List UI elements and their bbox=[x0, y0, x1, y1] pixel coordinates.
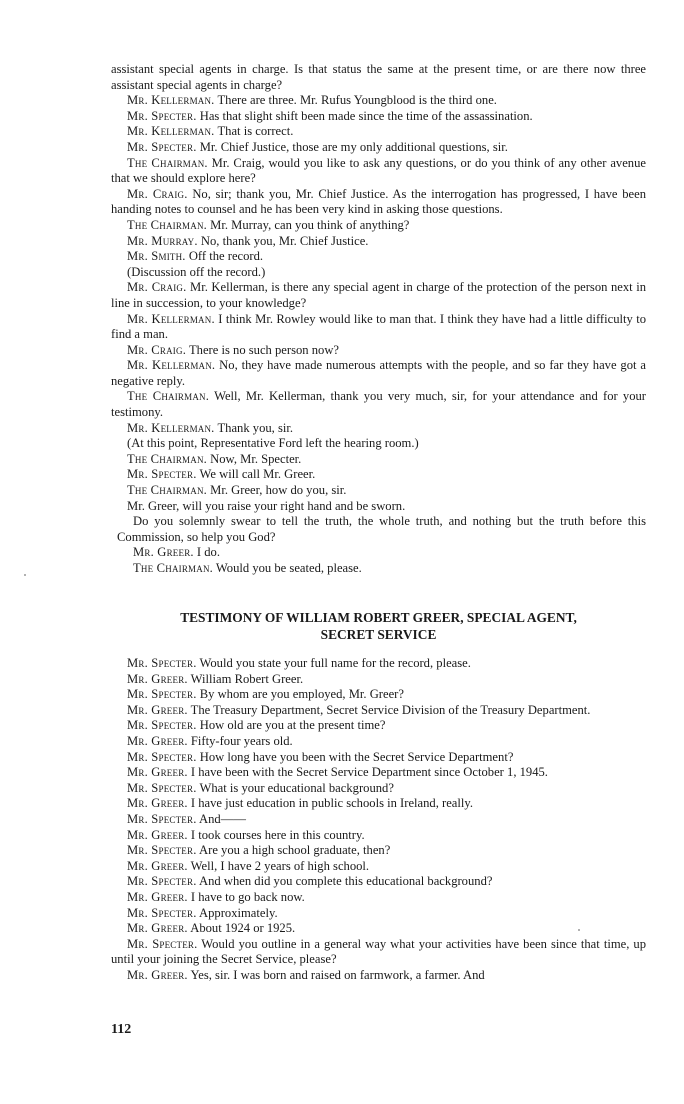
paragraph-text: I took courses here in this country. bbox=[190, 827, 365, 842]
paragraph-text: I think Mr. Rowley would like to man that. I think they have had a little difficulty to find a man. bbox=[111, 311, 646, 342]
paragraph-text: No, thank you, Mr. Chief Justice. bbox=[200, 233, 369, 248]
speaker-name: Mr. Specter. bbox=[127, 467, 197, 482]
paragraph-text: Do you solemnly swear to tell the truth, the whole truth, and nothing but the truth before this Commission, so help you God? bbox=[117, 514, 646, 544]
testimony-paragraph bbox=[111, 937, 646, 968]
speaker-name: Mr. Greer. bbox=[127, 967, 188, 982]
testimony-paragraph bbox=[111, 358, 646, 389]
paragraph-text: About 1924 or 1925. bbox=[190, 921, 296, 936]
paragraph-text: (Discussion off the record.) bbox=[127, 264, 266, 279]
paragraph-text: Mr. Kellerman, is there any special agent in charge of the protection of the person next in line in succession, to your knowledge? bbox=[111, 280, 646, 310]
testimony-paragraph bbox=[111, 890, 646, 906]
testimony-paragraph bbox=[111, 703, 646, 719]
paragraph-text: Mr. Greer, will you raise your right hand and be sworn. bbox=[127, 498, 406, 513]
testimony-paragraph bbox=[111, 249, 646, 265]
testimony-paragraph bbox=[111, 734, 646, 750]
speaker-name: Mr. Greer. bbox=[127, 889, 188, 904]
paragraph-text: Yes, sir. I was born and raised on farmwork, a farmer. And bbox=[190, 967, 485, 982]
paragraph-text: And—— bbox=[199, 811, 246, 826]
paragraph-text: Approximately. bbox=[199, 905, 278, 920]
paragraph-text: No, sir; thank you, Mr. Chief Justice. As the interrogation has progressed, I have been handing notes to counsel and he has been very kind in asking those questions. bbox=[111, 186, 646, 217]
paragraph-text: Well, Mr. Kellerman, thank you very much, sir, for your attendance and for your testimony. bbox=[111, 389, 647, 420]
paragraph-text: Thank you, sir. bbox=[217, 420, 294, 435]
testimony-paragraph bbox=[111, 280, 646, 311]
speaker-name: Mr. Greer. bbox=[127, 796, 188, 811]
speaker-name: Mr. Specter. bbox=[127, 936, 198, 951]
paragraph-text: William Robert Greer. bbox=[190, 671, 304, 686]
testimony-heading bbox=[111, 610, 646, 643]
speaker-name: Mr. Kellerman. bbox=[127, 311, 215, 326]
testimony-paragraph bbox=[111, 796, 646, 812]
testimony-paragraph bbox=[111, 906, 646, 922]
paragraph-text: Mr. Chief Justice, those are my only additional questions, sir. bbox=[199, 139, 508, 154]
paragraph-text: Has that slight shift been made since the time of the assassination. bbox=[199, 108, 533, 123]
paragraph-text: (At this point, Representative Ford left the hearing room.) bbox=[127, 436, 419, 451]
paragraph-text: Now, Mr. Specter. bbox=[210, 451, 302, 466]
speaker-name: Mr. Greer. bbox=[127, 921, 188, 936]
testimony-section-greer bbox=[111, 656, 646, 983]
testimony-paragraph bbox=[111, 921, 646, 937]
speaker-name: Mr. Specter. bbox=[127, 905, 197, 920]
paragraph-text: And when did you complete this educational background? bbox=[199, 874, 493, 889]
paragraph-text: How old are you at the present time? bbox=[199, 718, 386, 733]
speaker-name: Mr. Greer. bbox=[127, 702, 188, 717]
testimony-paragraph bbox=[111, 687, 646, 703]
speaker-name: Mr. Greer. bbox=[127, 858, 188, 873]
paragraph-text: No, they have made numerous attempts with the people, and so far they have got a negative reply. bbox=[111, 358, 646, 388]
speaker-name: Mr. Kellerman. bbox=[127, 93, 215, 108]
testimony-paragraph bbox=[111, 421, 646, 437]
speaker-name: The Chairman. bbox=[127, 155, 208, 170]
speaker-name: The Chairman. bbox=[127, 389, 210, 404]
paragraph-text: Off the record. bbox=[188, 249, 264, 264]
paragraph-text: I have been with the Secret Service Department since October 1, 1945. bbox=[190, 765, 548, 780]
speaker-name: Mr. Greer. bbox=[127, 765, 188, 780]
testimony-paragraph bbox=[111, 187, 646, 218]
paragraph-text: We will call Mr. Greer. bbox=[199, 467, 316, 482]
testimony-paragraph bbox=[111, 436, 646, 452]
speaker-name: Mr. Specter. bbox=[127, 139, 197, 154]
speaker-name: Mr. Craig. bbox=[127, 186, 188, 201]
paragraph-text: There is no such person now? bbox=[188, 342, 340, 357]
paragraph-text: Mr. Craig, would you like to ask any questions, or do you think of any other avenue that we should explore here? bbox=[111, 155, 646, 186]
paragraph-text: That is correct. bbox=[217, 124, 294, 139]
speaker-name: Mr. Kellerman. bbox=[127, 124, 215, 139]
paragraph-text: I have just education in public schools in Ireland, really. bbox=[190, 796, 474, 811]
testimony-paragraph bbox=[111, 389, 646, 420]
paragraph-text: Are you a high school graduate, then? bbox=[199, 843, 391, 858]
speaker-name: Mr. Greer. bbox=[127, 671, 188, 686]
heading-line-1: TESTIMONY OF WILLIAM ROBERT GREER, SPECIAL AGENT, bbox=[180, 610, 577, 625]
speaker-name: Mr. Greer. bbox=[127, 733, 188, 748]
speaker-name: Mr. Kellerman. bbox=[127, 420, 215, 435]
page-number: 112 bbox=[111, 1022, 132, 1037]
testimony-paragraph bbox=[111, 859, 646, 875]
testimony-paragraph bbox=[111, 156, 646, 187]
testimony-section-kellerman bbox=[111, 62, 646, 577]
speaker-name: Mr. Craig. bbox=[127, 280, 187, 295]
speaker-name: The Chairman. bbox=[127, 217, 207, 232]
testimony-paragraph bbox=[111, 124, 646, 140]
testimony-paragraph bbox=[111, 483, 646, 499]
testimony-paragraph bbox=[111, 452, 646, 468]
paragraph-text: assistant special agents in charge. Is that status the same at the present time, or are there now three assistant special agents in charge? bbox=[111, 62, 646, 92]
testimony-paragraph bbox=[111, 140, 646, 156]
scan-speck bbox=[24, 574, 26, 576]
paragraph-text: By whom are you employed, Mr. Greer? bbox=[199, 687, 404, 702]
testimony-paragraph bbox=[111, 874, 646, 890]
speaker-name: The Chairman. bbox=[127, 451, 207, 466]
testimony-paragraph bbox=[111, 218, 646, 234]
speaker-name: Mr. Specter. bbox=[127, 108, 197, 123]
testimony-paragraph bbox=[111, 312, 646, 343]
testimony-paragraph bbox=[111, 812, 646, 828]
paragraph-text: There are three. Mr. Rufus Youngblood is the third one. bbox=[217, 93, 497, 108]
testimony-paragraph bbox=[111, 265, 646, 281]
speaker-name: Mr. Specter. bbox=[127, 874, 197, 889]
speaker-name: Mr. Specter. bbox=[127, 687, 197, 702]
testimony-paragraph bbox=[111, 843, 646, 859]
speaker-name: Mr. Murray. bbox=[127, 233, 198, 248]
speaker-name: Mr. Specter. bbox=[127, 780, 197, 795]
testimony-paragraph bbox=[111, 62, 646, 93]
paragraph-text: Would you be seated, please. bbox=[215, 561, 362, 575]
testimony-paragraph bbox=[111, 828, 646, 844]
speaker-name: The Chairman. bbox=[127, 483, 207, 498]
paragraph-text: The Treasury Department, Secret Service Division of the Treasury Department. bbox=[190, 702, 591, 717]
speaker-name: Mr. Greer. bbox=[133, 545, 194, 560]
paragraph-text: Would you state your full name for the record, please. bbox=[199, 656, 471, 670]
testimony-paragraph bbox=[111, 968, 646, 984]
paragraph-text: I do. bbox=[196, 545, 220, 560]
paragraph-text: Would you outline in a general way what your activities have been since that time, up until your joining the Secret Service, please? bbox=[111, 936, 646, 967]
testimony-paragraph bbox=[111, 765, 646, 781]
testimony-paragraph bbox=[111, 499, 646, 515]
speaker-name: Mr. Craig. bbox=[127, 342, 187, 357]
paragraph-text: Well, I have 2 years of high school. bbox=[190, 858, 370, 873]
testimony-paragraph bbox=[111, 672, 646, 688]
scan-speck bbox=[578, 929, 580, 931]
testimony-paragraph bbox=[111, 93, 646, 109]
speaker-name: Mr. Kellerman. bbox=[127, 358, 216, 373]
testimony-paragraph bbox=[111, 343, 646, 359]
testimony-paragraph bbox=[111, 781, 646, 797]
testimony-paragraph bbox=[111, 750, 646, 766]
speaker-name: Mr. Smith. bbox=[127, 249, 186, 264]
paragraph-text: Mr. Greer, how do you, sir. bbox=[210, 483, 347, 498]
paragraph-text: What is your educational background? bbox=[199, 780, 394, 795]
testimony-paragraph bbox=[117, 561, 646, 577]
testimony-paragraph bbox=[111, 234, 646, 250]
speaker-name: Mr. Specter. bbox=[127, 811, 197, 826]
testimony-paragraph bbox=[117, 514, 646, 545]
speaker-name: Mr. Specter. bbox=[127, 749, 197, 764]
speaker-name: The Chairman. bbox=[133, 561, 213, 575]
paragraph-text: How long have you been with the Secret Service Department? bbox=[199, 749, 514, 764]
speaker-name: Mr. Specter. bbox=[127, 656, 197, 670]
speaker-name: Mr. Greer. bbox=[127, 827, 188, 842]
testimony-paragraph bbox=[111, 467, 646, 483]
testimony-paragraph bbox=[111, 656, 646, 672]
testimony-paragraph bbox=[117, 545, 646, 561]
speaker-name: Mr. Specter. bbox=[127, 843, 197, 858]
heading-line-2: SECRET SERVICE bbox=[320, 626, 437, 642]
paragraph-text: Fifty-four years old. bbox=[190, 733, 293, 748]
speaker-name: Mr. Specter. bbox=[127, 718, 197, 733]
testimony-paragraph bbox=[111, 109, 646, 125]
testimony-paragraph bbox=[111, 718, 646, 734]
paragraph-text: Mr. Murray, can you think of anything? bbox=[210, 217, 410, 232]
paragraph-text: I have to go back now. bbox=[190, 889, 305, 904]
